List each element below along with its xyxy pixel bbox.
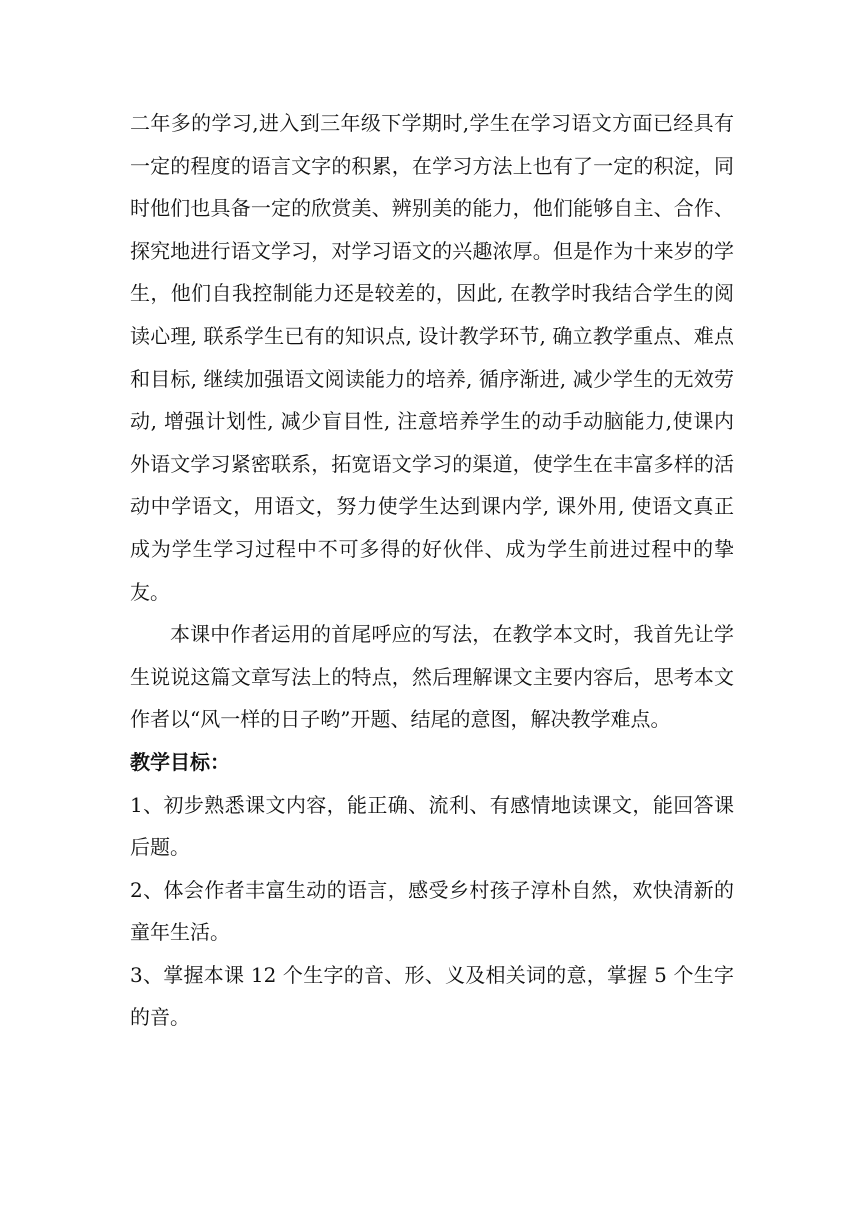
document-body [130,102,734,1039]
objectives-heading: 教学目标： [130,749,230,774]
paragraph-teaching-approach: 本课中作者运用的首尾呼应的写法，在教学本文时，我首先让学生说说这篇文章写法上的特点，然后理解课文主要内容后，思考本文作者以“风一样的日子哟”开题、结尾的意图，解决教学难点。 [130,622,734,732]
objective-item-2: 2、体会作者丰富生动的语言，感受乡村孩子淳朴自然，欢快清新的童年生活。 [130,877,734,945]
paragraph-student-analysis: 二年多的学习,进入到三年级下学期时,学生在学习语文方面已经具有一定的程度的语言文字的积累，在学习方法上也有了一定的积淀，同时他们也具备一定的欣赏美、辨别美的能力，他们能够自主、合作、探究地进行语文学习，对学习语文的兴趣浓厚。但是作为十来岁的学生，他们自我控制能力还是较差的，因此, 在教学时我结合学生的阅读心理, 联系学生已有的知识点, 设计教学环节, 确立教学重点、难点和目标, 继续加强语文阅读能力的培养, 循序渐进, 减少学生的无效劳动, 增强计划性, 减少盲目性, 注意培养学生的动手动脑能力,使课内外语文学习紧密联系，拓宽语文学习的渠道，使学生在丰富多样的活动中学语文，用语文，努力使学生达到课内学, 课外用, 使语文真正成为学生学习过程中不可多得的好伙伴、成为学生前进过程中的挚友。 [130,111,734,604]
objective-item-3: 3、掌握本课 12 个生字的音、形、义及相关词的意，掌握 5 个生字的音。 [130,962,734,1030]
objective-item-1: 1、初步熟悉课文内容，能正确、流利、有感情地读课文，能回答课后题。 [130,792,734,860]
